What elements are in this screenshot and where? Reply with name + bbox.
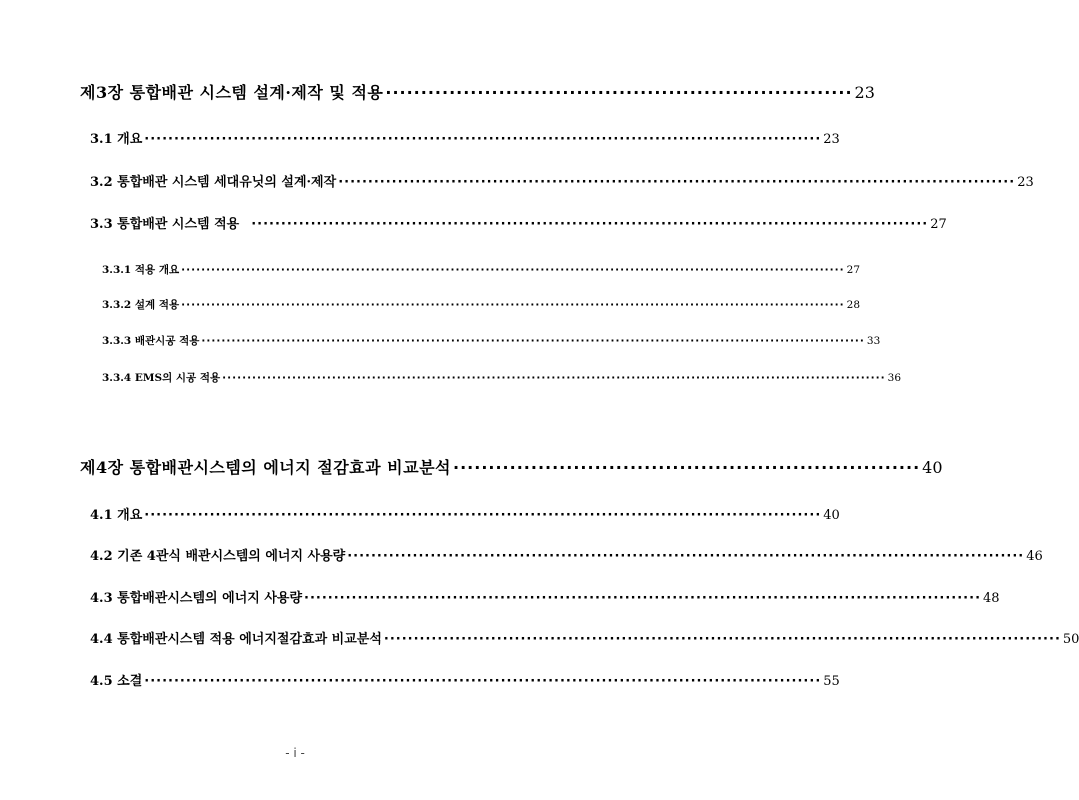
- toc-entry-chapter-4[interactable]: [80, 455, 943, 478]
- toc-entry-page: 27: [930, 217, 947, 232]
- toc-entry-title: 3.3.1 적용 개요: [102, 264, 180, 276]
- toc-entry-title: 3.3.2 설계 적용: [102, 299, 180, 311]
- toc-entry-page: 36: [887, 372, 902, 384]
- toc-entry-4-2[interactable]: [90, 545, 1043, 564]
- toc-entry-title: 4.3 통합배관시스템의 에너지 사용량: [90, 591, 303, 606]
- toc-entry-page: 55: [823, 674, 840, 689]
- dot-leader: ·····································································································································: [181, 264, 845, 276]
- toc-entry-4-1[interactable]: [90, 504, 840, 523]
- toc-entry-title: 3.3 통합배관 시스템 적용: [90, 217, 240, 232]
- dot-leader: ··································································: [385, 83, 853, 102]
- toc-entry-3-3-2[interactable]: [102, 297, 861, 312]
- toc-entry-page: 46: [1026, 549, 1043, 564]
- toc-entry-chapter-3[interactable]: [80, 80, 875, 103]
- toc-entry-title: 3.3.3 배관시공 적용: [102, 335, 200, 347]
- toc-entry-4-3[interactable]: [90, 587, 1000, 606]
- toc-entry-3-3-1[interactable]: [102, 262, 861, 277]
- toc-entry-3-2[interactable]: [90, 171, 1034, 190]
- toc-entry-page: 48: [983, 591, 1000, 606]
- dot-leader: ·····································································································································: [181, 299, 845, 311]
- dot-leader: ··································································: [453, 458, 921, 477]
- toc-entry-page: 27: [846, 264, 861, 276]
- toc-entry-title: 4.5 소결: [90, 674, 143, 689]
- dot-leader: ·····································································································································: [201, 335, 865, 347]
- toc-entry-3-3-3[interactable]: [102, 333, 881, 348]
- toc-entry-page: 40: [823, 508, 840, 523]
- toc-entry-page: 33: [866, 335, 881, 347]
- toc-entry-3-3-4[interactable]: [102, 370, 902, 385]
- toc-entry-4-5[interactable]: [90, 670, 840, 689]
- toc-entry-title: 4.4 통합배관시스템 적용 에너지절감효과 비교분석: [90, 632, 382, 647]
- dot-leader: ·····································································································································: [222, 372, 886, 384]
- toc-entry-title: 4.1 개요: [90, 508, 143, 523]
- toc-entry-title: 제3장 통합배관 시스템 설계·제작 및 적용: [80, 83, 384, 102]
- toc-entry-title: 제4장 통합배관시스템의 에너지 절감효과 비교분석: [80, 458, 451, 477]
- page-number-footer: - i -: [285, 746, 305, 760]
- toc-entry-title: 3.2 통합배관 시스템 세대유닛의 설계·제작: [90, 175, 337, 190]
- dot-leader: ··················································································································: [383, 632, 1061, 647]
- toc-entry-3-3[interactable]: [90, 213, 947, 232]
- toc-entry-4-4[interactable]: [90, 628, 1079, 647]
- dot-leader: ··················································································································: [338, 175, 1016, 190]
- toc-entry-page: 23: [1017, 175, 1034, 190]
- dot-leader: ··················································································································: [144, 674, 822, 689]
- toc-entry-page: 28: [846, 299, 861, 311]
- toc-entry-title: 3.3.4 EMS의 시공 적용: [102, 372, 221, 384]
- dot-leader: ··················································································································: [304, 591, 982, 606]
- toc-entry-page: 23: [854, 83, 875, 102]
- dot-leader: ··················································································································: [144, 508, 822, 523]
- toc-entry-page: 23: [823, 132, 840, 147]
- toc-entry-title: 4.2 기존 4관식 배관시스템의 에너지 사용량: [90, 549, 346, 564]
- dot-leader: ··················································································································: [347, 549, 1025, 564]
- toc-entry-title: 3.1 개요: [90, 132, 143, 147]
- toc-entry-3-1[interactable]: [90, 128, 840, 147]
- dot-leader: ··················································································································: [144, 132, 822, 147]
- toc-entry-page: 40: [922, 458, 943, 477]
- dot-leader: ··················································································································: [251, 217, 929, 232]
- toc-entry-page: 50: [1062, 632, 1079, 647]
